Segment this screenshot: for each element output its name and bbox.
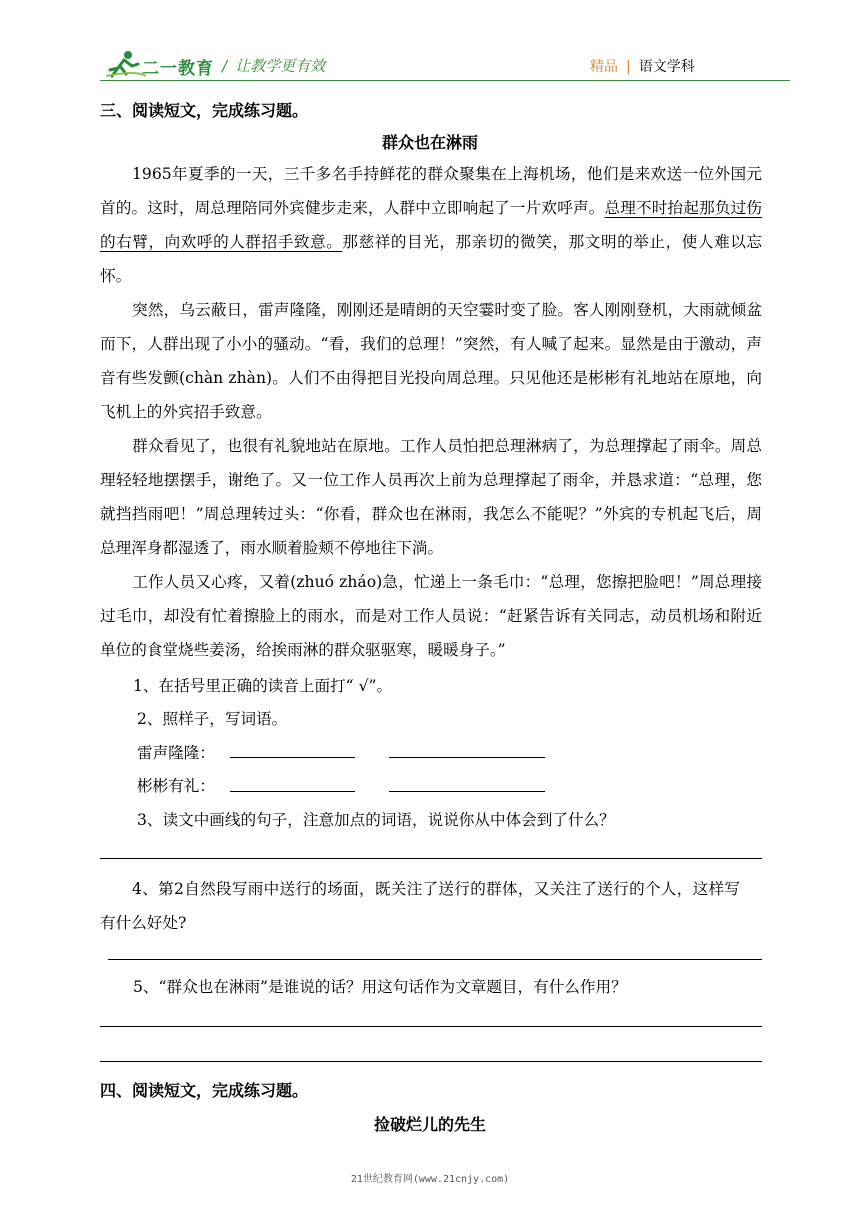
quality-badge: 精品 (590, 59, 618, 75)
answer-blank[interactable] (230, 757, 355, 758)
answer-line[interactable] (100, 858, 762, 859)
page-footer: 21世纪教育网(www.21cnjy.com) (350, 1174, 510, 1185)
logo-text: 二一教育 (142, 59, 214, 79)
subject-label: 语文学科 (638, 59, 695, 75)
answer-blank[interactable] (389, 791, 545, 792)
q2-label-b: 彬彬有礼： (137, 777, 215, 795)
answer-line[interactable] (108, 959, 762, 960)
paragraph-4: 工作人员又心疼，又着(zhuó zháo)急，忙递上一条毛巾：“总理，您擦把脸吧！”周总理接过毛巾，却没有忙着擦脸上的雨水，而是对工作人员说：“赶紧告诉有关同志，动员机场和附近单位的食堂烧些姜汤，给挨雨淋的群众驱驱寒，暖暖身子。” (100, 573, 762, 659)
page-header (0, 0, 860, 85)
question-2: 2、照样子，写词语。 (137, 710, 288, 728)
q2-label-a: 雷声隆隆： (137, 744, 215, 762)
underlined-sentence: 总理不时抬起那负过伤的右臂，向欢呼的人群招手致意。 (100, 199, 762, 251)
paragraph-1: 1965年夏季的一天，三千多名手持鲜花的群众聚集在上海机场，他们是来欢送一位外国元首的。这时，周总理陪同外宾健步走来，人群中立即响起了一片欢呼声。总理不时抬起那负过伤的右臂，向欢呼的人群招手致意。那慈祥的目光，那亲切的微笑，那文明的举止，使人难以忘怀。 (100, 165, 762, 285)
header-divider (100, 80, 790, 81)
answer-blank[interactable] (230, 791, 355, 792)
question-3: 3、读文中画线的句子，注意加点的词语，说说你从中体会到了什么？ (137, 811, 615, 829)
header-right: 精品 | 语文学科 (590, 59, 695, 75)
section-4-heading: 四、阅读短文，完成练习题。 (100, 1081, 309, 1100)
question-5: 5、“群众也在淋雨”是谁说的话？用这句话作为文章题目，有什么作用？ (133, 978, 627, 996)
paragraph-2: 突然，乌云蔽日，雷声隆隆，刚刚还是晴朗的天空霎时变了脸。客人刚刚登机，大雨就倾盆而下，人群出现了小小的骚动。“看，我们的总理！”突然，有人喊了起来。显然是由于激动，声音有些发颤(chàn zhàn)。人们不由得把目光投向周总理。只见他还是彬彬有礼地站在原地，向飞机上的外宾招手致意。 (100, 301, 762, 421)
question-1: 1、在括号里正确的读音上面打“ √”。 (133, 677, 393, 695)
answer-blank[interactable] (389, 757, 545, 758)
paragraph-3: 群众看见了，也很有礼貌地站在原地。工作人员怕把总理淋病了，为总理撑起了雨伞。周总理轻轻地摆摆手，谢绝了。又一位工作人员再次上前为总理撑起了雨伞，并恳求道：“总理，您就挡挡雨吧！”周总理转过头：“你看，群众也在淋雨，我怎么不能呢？”外宾的专机起飞后，周总理浑身都湿透了，雨水顺着脸颊不停地往下淌。 (100, 437, 762, 557)
slogan: / 让教学更有效 (222, 57, 326, 75)
answer-line[interactable] (100, 1061, 762, 1062)
question-4: 4、第2自然段写雨中送行的场面，既关注了送行的群体，又关注了送行的个人，这样写有什么好处? (100, 880, 740, 932)
section-3-heading: 三、阅读短文，完成练习题。 (100, 101, 309, 120)
answer-line[interactable] (100, 1026, 762, 1027)
section-4-title: 捡破烂儿的先生 (373, 1115, 486, 1134)
article-title: 群众也在淋雨 (381, 133, 478, 152)
